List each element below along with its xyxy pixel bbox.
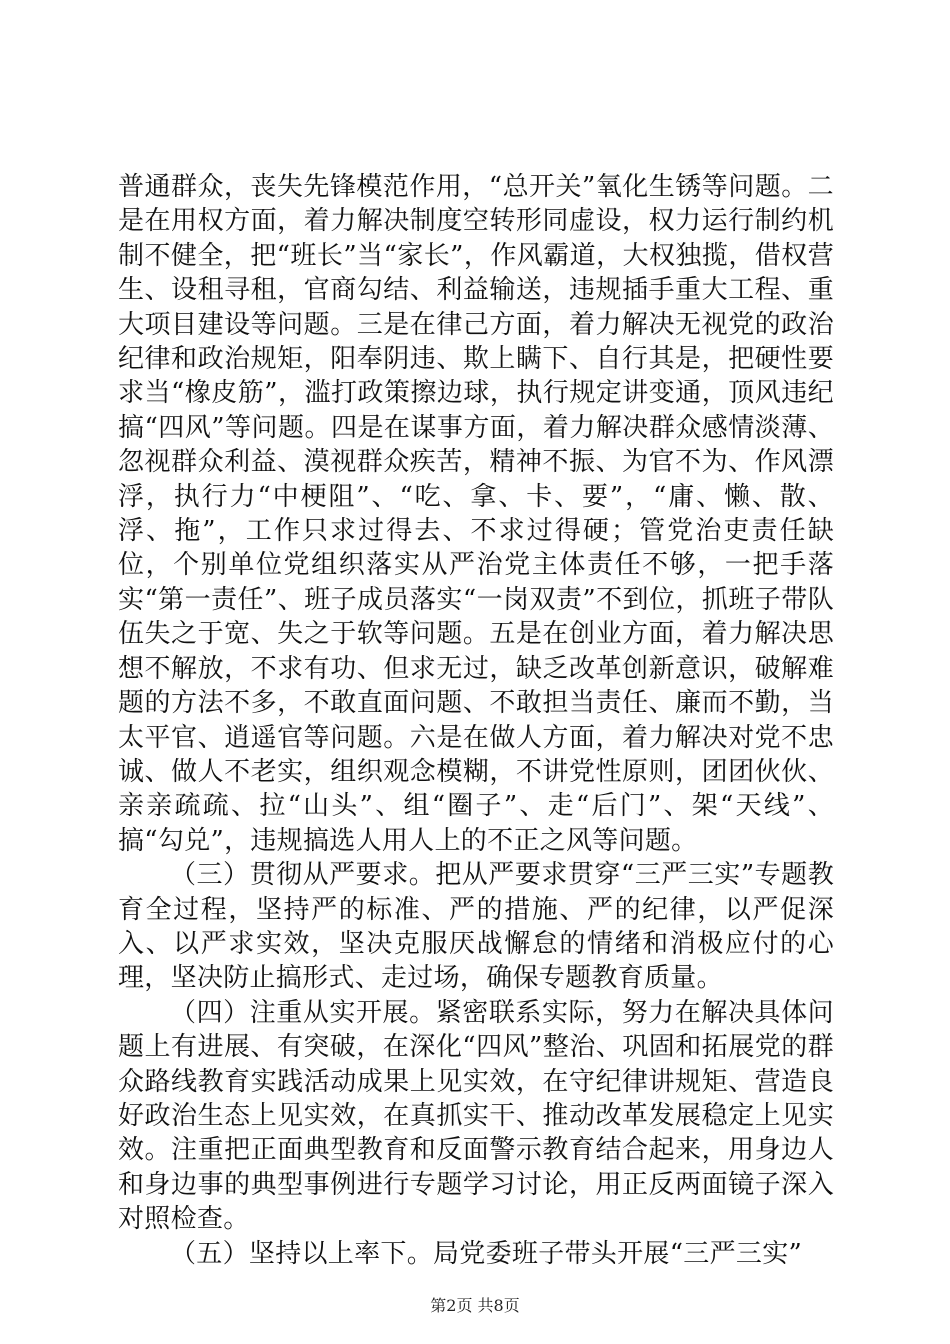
- paragraph-lead-by-example: （五）坚持以上率下。局党委班子带头开展“三严三实”: [170, 1238, 803, 1269]
- paragraph-problems-list: 普通群众，丧失先锋模范作用，“总开关”氧化生锈等问题。二是在用权方面，着力解决制度空转形同虚设，权力运行制约机制不健全，把“班长”当“家长”，作风霸道，大权独揽，借权营生、设租寻租，官商勾结、利益输送，违规插手重大工程、重大项目建设等问题。三是在律己方面，着力解决无视党的政治纪律和政治规矩，阳奉阴违、欺上瞒下、自行其是，把硬性要求当“橡皮筋”，滥打政策擦边球，执行规定讲变通，顶风违纪搞“四风”等问题。四是在谋事方面，着力解决群众感情淡薄、忽视群众利益、漠视群众疾苦，精神不振、为官不为、作风漂浮，执行力“中梗阻”、“吃、拿、卡、要”，“庸、懒、散、浮、拖”，工作只求过得去、不求过得硬；管党治吏责任缺位，个别单位党组织落实从严治党主体责任不够，一把手落实“第一责任”、班子成员落实“一岗双责”不到位，抓班子带队伍失之于宽、失之于软等问题。五是在创业方面，着力解决思想不解放，不求有功、但求无过，缺乏改革创新意识，破解难题的方法不多，不敢直面问题、不敢担当责任、廉而不勤，当太平官、逍遥官等问题。六是在做人方面，着力解决对党不忠诚、做人不老实，组织观念模糊，不讲党性原则，团团伙伙、亲亲疏疏、拉“山头”、组“圈子”、走“后门”、架“天线”、搞“勾兑”，违规搞选人用人上的不正之风等问题。: [118, 172, 834, 856]
- paragraph-practical-implementation: （四）注重从实开展。紧密联系实际，努力在解决具体问题上有进展、有突破，在深化“四风”整治、巩固和拓展党的群众路线教育实践活动成果上见实效，在守纪律讲规矩、营造良好政治生态上见实效，在真抓实干、推动改革发展稳定上见实效。注重把正面典型教育和反面警示教育结合起来，用身边人和身边事的典型事例进行专题学习讨论，用正反两面镜子深入对照检查。: [118, 997, 834, 1235]
- page-number-footer: 第2页 共8页: [430, 1296, 520, 1315]
- document-body: [118, 170, 834, 1271]
- paragraph-strict-requirements: （三）贯彻从严要求。把从严要求贯穿“三严三实”专题教育全过程，坚持严的标准、严的措施、严的纪律，以严促深入、以严求实效，坚决克服厌战懈怠的情绪和消极应付的心理，坚决防止搞形式、走过场，确保专题教育质量。: [118, 860, 834, 994]
